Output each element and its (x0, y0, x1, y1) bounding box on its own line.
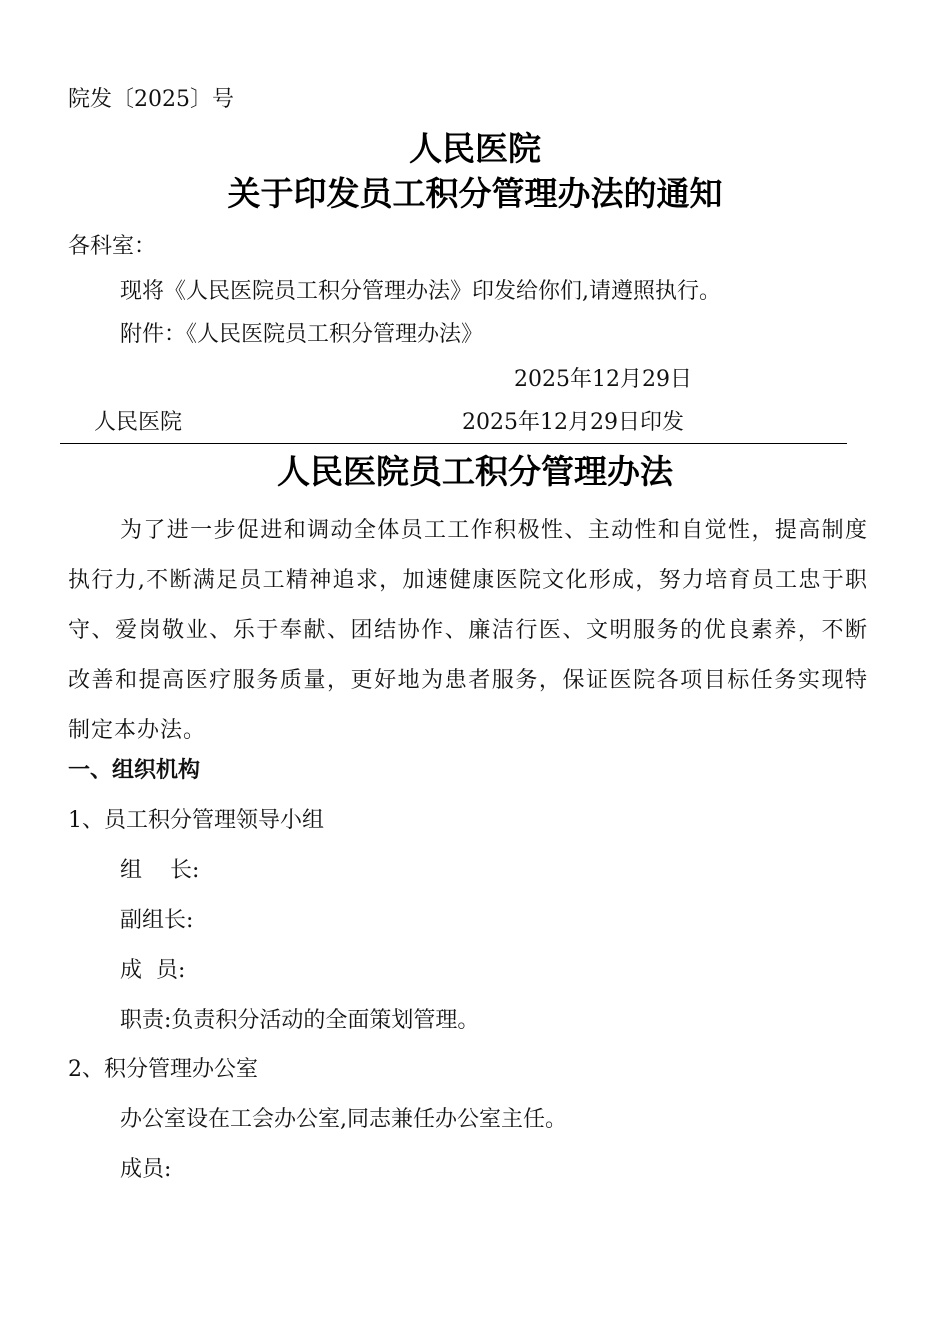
members-label: 成 员: (120, 958, 186, 983)
measures-title: 人民医院员工积分管理办法 (277, 452, 673, 491)
notice-attachment: 附件：《人民医院员工积分管理办法》 (120, 322, 484, 347)
deputy-leader-label: 副组长: (120, 908, 194, 933)
notice-title-line2: 关于印发员工积分管理办法的通知 (227, 174, 723, 213)
issuer-name: 人民医院 (94, 410, 183, 435)
item-heading-points-office: 2、积分管理办公室 (68, 1057, 258, 1082)
issue-date: 2025年12月29日印发 (462, 410, 684, 435)
notice-date: 2025年12月29日 (514, 367, 692, 392)
leader-label: 组 长: (120, 858, 200, 883)
section-heading-organization: 一、组织机构 (68, 758, 201, 783)
duty-text: 职责:负责积分活动的全面策划管理。 (120, 1008, 480, 1033)
office-members-label: 成员: (120, 1157, 172, 1182)
office-description: 办公室设在工会办公室,同志兼任办公室主任。 (120, 1107, 567, 1132)
notice-addressee: 各科室： (68, 234, 157, 259)
notice-body: 现将《人民医院员工积分管理办法》印发给你们,请遵照执行。 (120, 279, 721, 304)
document-number: 院发〔2025〕号 (68, 87, 234, 112)
item-heading-leadership-group: 1、员工积分管理领导小组 (68, 808, 324, 833)
divider-line (60, 443, 847, 444)
notice-title-line1: 人民医院 (409, 129, 541, 168)
measures-intro-paragraph: 为了进一步促进和调动全体员工工作积极性、主动性和自觉性，提高制度执行力,不断满足员工精神追求，加速健康医院文化形成，努力培育员工忠于职守、爱岗敬业、乐于奉献、团结协作、廉洁行医、文明服务的优良素养，不断改善和提高医疗服务质量，更好地为患者服务，保证医院各项目标任务实现特制定本办法。 (68, 518, 868, 743)
